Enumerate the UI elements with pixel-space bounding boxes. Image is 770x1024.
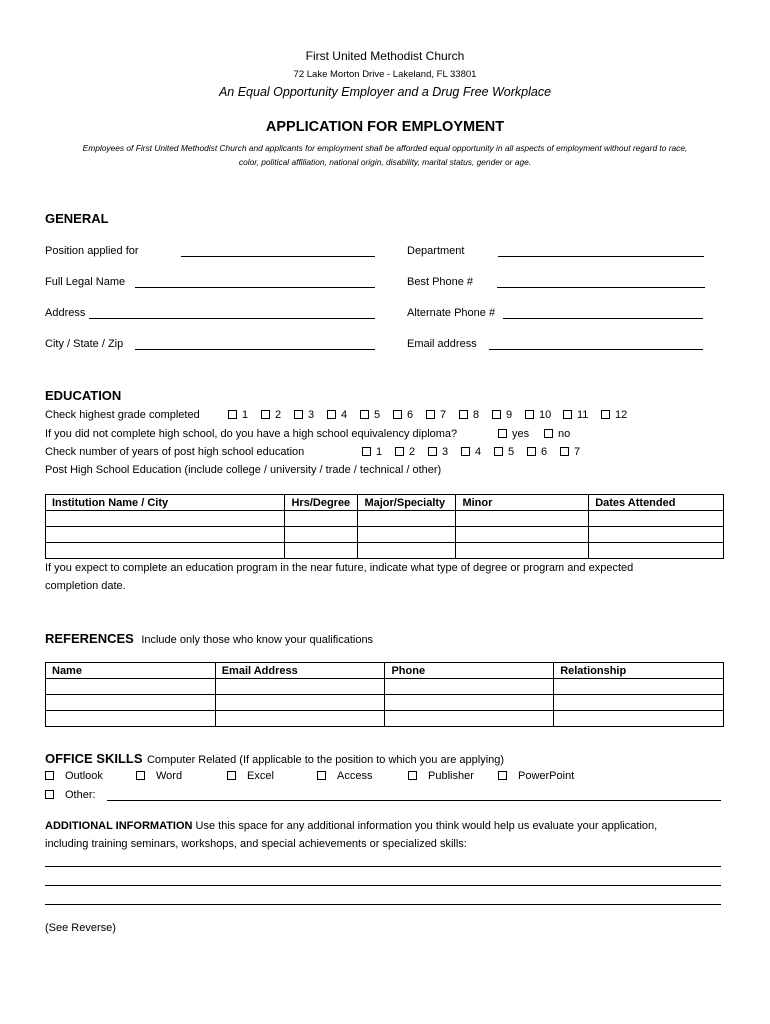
table-cell[interactable] bbox=[215, 711, 385, 727]
additional-info-text: Use this space for any additional information you think would help us evaluate your application, bbox=[195, 820, 658, 832]
checkbox-icon bbox=[261, 410, 270, 419]
church-name: First United Methodist Church bbox=[305, 49, 465, 63]
checkbox-icon bbox=[227, 771, 236, 780]
column-header: Institution Name / City bbox=[46, 495, 285, 511]
grade-8-option[interactable]: 8 bbox=[459, 409, 492, 421]
checkbox-icon bbox=[362, 447, 371, 456]
table-cell[interactable] bbox=[46, 695, 216, 711]
hs-equivalency-label: If you did not complete high school, do you have a high school equivalency diploma? bbox=[45, 428, 458, 440]
checkbox-icon bbox=[428, 447, 437, 456]
education-heading: EDUCATION bbox=[45, 388, 122, 403]
years-2-option[interactable]: 2 bbox=[395, 446, 428, 458]
checkbox-icon bbox=[498, 771, 507, 780]
column-header: Dates Attended bbox=[589, 495, 724, 511]
office-option-powerpoint[interactable]: PowerPoint bbox=[498, 770, 574, 782]
address-field[interactable] bbox=[89, 318, 375, 319]
checkbox-icon bbox=[408, 771, 417, 780]
office-option-outlook[interactable]: Outlook bbox=[45, 770, 103, 782]
years-5-option[interactable]: 5 bbox=[494, 446, 527, 458]
table-cell[interactable] bbox=[46, 679, 216, 695]
city-label: City / State / Zip bbox=[45, 338, 124, 350]
years-7-option[interactable]: 7 bbox=[560, 446, 593, 458]
years-options bbox=[362, 446, 593, 458]
checkbox-icon bbox=[393, 410, 402, 419]
office-option-word[interactable]: Word bbox=[136, 770, 182, 782]
grade-options bbox=[228, 409, 639, 421]
years-1-option[interactable]: 1 bbox=[362, 446, 395, 458]
position-field[interactable] bbox=[181, 256, 375, 257]
full-name-field[interactable] bbox=[135, 287, 375, 288]
additional-info-heading: ADDITIONAL INFORMATION bbox=[45, 820, 193, 832]
table-cell[interactable] bbox=[46, 711, 216, 727]
column-header: Phone bbox=[385, 663, 554, 679]
table-cell[interactable] bbox=[358, 543, 456, 559]
checkbox-icon bbox=[494, 447, 503, 456]
office-skills-heading: OFFICE SKILLS bbox=[45, 751, 143, 766]
additional-info-field-2[interactable] bbox=[45, 885, 721, 886]
office-skills-note: Computer Related (If applicable to the position to which you are applying) bbox=[146, 754, 505, 766]
references-heading: REFERENCES bbox=[45, 631, 134, 646]
checkbox-icon bbox=[317, 771, 326, 780]
grade-9-option[interactable]: 9 bbox=[492, 409, 525, 421]
table-row bbox=[46, 679, 724, 695]
checkbox-icon bbox=[601, 410, 610, 419]
office-option-publisher[interactable]: Publisher bbox=[408, 770, 474, 782]
references-table-header bbox=[46, 663, 724, 679]
years-label: Check number of years of post high school education bbox=[45, 446, 305, 458]
column-header: Minor bbox=[456, 495, 589, 511]
table-cell[interactable] bbox=[385, 695, 554, 711]
hs-no-option[interactable]: no bbox=[544, 428, 570, 440]
table-cell[interactable] bbox=[554, 695, 724, 711]
table-cell[interactable] bbox=[358, 511, 456, 527]
table-cell[interactable] bbox=[385, 679, 554, 695]
see-reverse-note: (See Reverse) bbox=[45, 922, 116, 934]
grade-4-option[interactable]: 4 bbox=[327, 409, 360, 421]
column-header: Major/Specialty bbox=[358, 495, 456, 511]
column-header: Email Address bbox=[215, 663, 385, 679]
tagline: An Equal Opportunity Employer and a Drug Free Workplace bbox=[218, 85, 552, 99]
office-option-excel[interactable]: Excel bbox=[227, 770, 274, 782]
page-title: APPLICATION FOR EMPLOYMENT bbox=[265, 119, 505, 135]
table-cell[interactable] bbox=[554, 711, 724, 727]
checkbox-icon bbox=[461, 447, 470, 456]
table-cell[interactable] bbox=[385, 711, 554, 727]
checkbox-icon bbox=[459, 410, 468, 419]
years-3-option[interactable]: 3 bbox=[428, 446, 461, 458]
table-cell[interactable] bbox=[46, 543, 285, 559]
office-option-access[interactable]: Access bbox=[317, 770, 372, 782]
years-4-option[interactable]: 4 bbox=[461, 446, 494, 458]
table-cell[interactable] bbox=[285, 527, 358, 543]
address-label: Address bbox=[45, 307, 86, 319]
column-header: Relationship bbox=[554, 663, 724, 679]
checkbox-icon bbox=[45, 790, 54, 799]
education-table-header bbox=[46, 495, 724, 511]
checkbox-icon bbox=[294, 410, 303, 419]
notice-line-2: color, political affiliation, national origin, disability, marital status, gender or age. bbox=[238, 157, 532, 167]
grade-10-option[interactable]: 10 bbox=[525, 409, 563, 421]
references-note: Include only those who know your qualifications bbox=[141, 634, 374, 646]
references-header bbox=[45, 630, 373, 648]
table-row bbox=[46, 543, 724, 559]
department-label: Department bbox=[407, 245, 465, 257]
table-cell[interactable] bbox=[215, 695, 385, 711]
post-hs-label: Post High School Education (include college / university / trade / technical / other) bbox=[45, 464, 442, 476]
column-header: Name bbox=[46, 663, 216, 679]
additional-info-field-3[interactable] bbox=[45, 904, 721, 905]
checkbox-icon bbox=[45, 771, 54, 780]
expect-line-2: completion date. bbox=[45, 580, 126, 592]
additional-info-line-1 bbox=[45, 820, 657, 832]
notice-line-1: Employees of First United Methodist Church and applicants for employment shall be afforded equal opportunity in all aspects of employment without regard to race, bbox=[82, 143, 688, 153]
education-table bbox=[45, 494, 724, 559]
table-cell[interactable] bbox=[589, 511, 724, 527]
city-field[interactable] bbox=[135, 349, 375, 350]
office-option-other[interactable]: Other: bbox=[45, 789, 96, 801]
checkbox-icon bbox=[527, 447, 536, 456]
department-field[interactable] bbox=[498, 256, 704, 257]
additional-info-line-2: including training seminars, workshops, and special achievements or specialized skills: bbox=[45, 838, 467, 850]
years-6-option[interactable]: 6 bbox=[527, 446, 560, 458]
full-name-label: Full Legal Name bbox=[45, 276, 126, 288]
grade-label: Check highest grade completed bbox=[45, 409, 200, 421]
hs-yes-option[interactable]: yes bbox=[498, 428, 529, 440]
column-header: Hrs/Degree bbox=[285, 495, 358, 511]
checkbox-icon bbox=[560, 447, 569, 456]
grade-3-option[interactable]: 3 bbox=[294, 409, 327, 421]
table-row bbox=[46, 527, 724, 543]
table-cell[interactable] bbox=[358, 527, 456, 543]
alt-phone-field[interactable] bbox=[503, 318, 703, 319]
checkbox-icon bbox=[492, 410, 501, 419]
church-address: 72 Lake Morton Drive - Lakeland, FL 33801 bbox=[293, 69, 477, 80]
office-skills-header bbox=[45, 750, 504, 768]
table-cell[interactable] bbox=[589, 543, 724, 559]
checkbox-icon bbox=[525, 410, 534, 419]
table-cell[interactable] bbox=[285, 511, 358, 527]
email-label: Email address bbox=[407, 338, 477, 350]
grade-12-option[interactable]: 12 bbox=[601, 409, 639, 421]
general-heading: GENERAL bbox=[45, 211, 109, 226]
table-cell[interactable] bbox=[215, 679, 385, 695]
table-cell[interactable] bbox=[554, 679, 724, 695]
checkbox-icon bbox=[563, 410, 572, 419]
grade-5-option[interactable]: 5 bbox=[360, 409, 393, 421]
table-cell[interactable] bbox=[456, 511, 589, 527]
table-cell[interactable] bbox=[456, 543, 589, 559]
grade-11-option[interactable]: 11 bbox=[563, 409, 601, 421]
alt-phone-label: Alternate Phone # bbox=[407, 307, 496, 319]
checkbox-icon bbox=[136, 771, 145, 780]
table-row bbox=[46, 711, 724, 727]
grade-2-option[interactable]: 2 bbox=[261, 409, 294, 421]
table-cell[interactable] bbox=[46, 527, 285, 543]
checkbox-icon bbox=[395, 447, 404, 456]
email-field[interactable] bbox=[489, 349, 703, 350]
expect-line-1: If you expect to complete an education program in the near future, indicate what type of degree or program and expected bbox=[45, 562, 634, 574]
table-row bbox=[46, 695, 724, 711]
other-skills-field[interactable] bbox=[107, 800, 721, 801]
table-cell[interactable] bbox=[285, 543, 358, 559]
table-row bbox=[46, 511, 724, 527]
table-cell[interactable] bbox=[46, 511, 285, 527]
checkbox-icon bbox=[360, 410, 369, 419]
additional-info-field-1[interactable] bbox=[45, 866, 721, 867]
references-table bbox=[45, 662, 724, 727]
table-cell[interactable] bbox=[589, 527, 724, 543]
checkbox-icon bbox=[544, 429, 553, 438]
table-cell[interactable] bbox=[456, 527, 589, 543]
checkbox-icon bbox=[498, 429, 507, 438]
checkbox-icon bbox=[228, 410, 237, 419]
best-phone-field[interactable] bbox=[497, 287, 705, 288]
best-phone-label: Best Phone # bbox=[407, 276, 474, 288]
grade-6-option[interactable]: 6 bbox=[393, 409, 426, 421]
grade-1-option[interactable]: 1 bbox=[228, 409, 261, 421]
checkbox-icon bbox=[426, 410, 435, 419]
checkbox-icon bbox=[327, 410, 336, 419]
grade-7-option[interactable]: 7 bbox=[426, 409, 459, 421]
position-label: Position applied for bbox=[45, 245, 139, 257]
